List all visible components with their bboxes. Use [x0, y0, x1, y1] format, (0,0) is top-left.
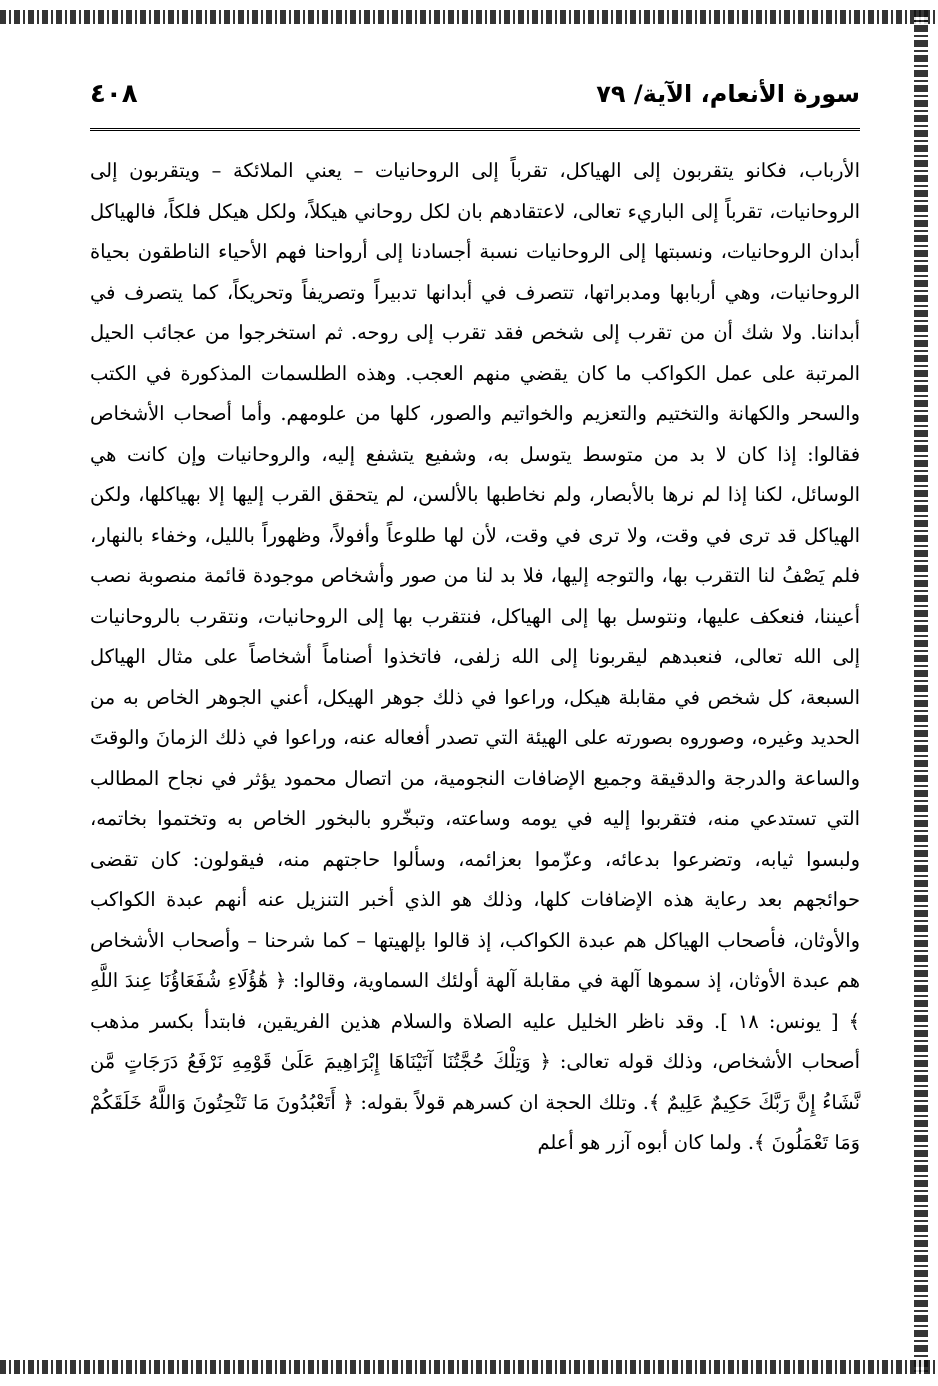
decorative-border-right [914, 10, 928, 1374]
body-text [90, 151, 860, 1164]
running-title: سورة الأنعام، الآية/ ٧٩ [596, 80, 860, 108]
book-page [90, 60, 860, 1340]
page-header [90, 60, 860, 131]
decorative-border-bottom [0, 1360, 938, 1374]
decorative-border-top [0, 10, 938, 24]
page-number: ٤٠٨ [90, 79, 138, 109]
body-paragraph: الأرباب، فكانو يتقربون إلى الهياكل، تقرباً إلى الروحانيات – يعني الملائكة – ويتقربون إلى الروحانيات، تقرباً إلى الباريء تعالى، لاعتقادهم بان لكل روحاني هيكلاً، ولكل هيكل فلكاً، فالهياكل أبدان الروحانيات، ونسبتها إلى الروحانيات نسبة أجسادنا إلى أرواحنا فهم الأحياء الناطقون بحياة الروحانيات، وهي أربابها ومدبراتها، تتصرف في أبدانها تدبيراً وتصريفاً وتحريكاً، كما يتصرف في أبداننا. ولا شك أن من تقرب إلى شخص فقد تقرب إلى روحه. ثم استخرجوا من عجائب الحيل المرتبة على عمل الكواكب ما كان يقضي منهم العجب. وهذه الطلسمات المذكورة في الكتب والسحر والكهانة والتختيم والتعزيم والخواتيم والصور، كلها من علومهم. وأما أصحاب الأشخاص فقالوا: إذا كان لا بد من متوسط يتوسل به، وشفيع يتشفع إليه، والروحانيات وإن كانت هي الوسائل، لكنا إذا لم نرها بالأبصار، ولم نخاطبها بالألسن، لم يتحقق القرب إليها إلا بهياكلها، ولكن الهياكل قد ترى في وقت، ولا ترى في وقت، لأن لها طلوعاً وأفولاً، وظهوراً بالليل، وخفاء بالنهار، فلم يَصْفُ لنا التقرب بها، والتوجه إليها، فلا بد لنا من صور وأشخاص موجودة قائمة منصوبة نصب أعيننا، فنعكف عليها، ونتوسل بها إلى الهياكل، فنتقرب بها إلى الروحانيات، ونتقرب بالروحانيات إلى الله تعالى، فنعبدهم ليقربونا إلى الله زلفى، فاتخذوا أصناماً أشخاصاً على مثال الهياكل السبعة، كل شخص في مقابلة هيكل، وراعوا في ذلك جوهر الهيكل، أعني الجوهر الخاص به من الحديد وغيره، وصوروه بصورته على الهيئة التي تصدر أفعاله عنه، وراعوا في ذلك الزمانَ والوقتَ والساعة والدرجة والدقيقة وجميع الإضافات النجومية، من اتصال محمود يؤثر في نجاح المطالب التي تستدعي منه، فتقربوا إليه في يومه وساعته، وتبخّرو بالبخور الخاص به وتختموا بخاتمه، ولبسوا ثيابه، وتضرعوا بدعائه، وعزّموا بعزائمه، وسألوا حاجتهم منه، فيقولون: كان تقضى حوائجهم بعد رعاية هذه الإضافات كلها، وذلك هو الذي أخبر التنزيل عنه أنهم عبدة الكواكب والأوثان، فأصحاب الهياكل هم عبدة الكواكب، إذ قالوا بإلهيتها – كما شرحنا – وأصحاب الأشخاص هم عبدة الأوثان، إذ سموها آلهة في مقابلة آلهة أولئك السماوية، وقالوا: ﴿ هَٰؤُلَاءِ شُفَعَاؤُنَا عِندَ اللَّهِ ﴾ [ يونس: ١٨ ]. وقد ناظر الخليل عليه الصلاة والسلام هذين الفريقين، فابتدأ بكسر مذهب أصحاب الأشخاص، وذلك قوله تعالى: ﴿ وَتِلْكَ حُجَّتُنَا آتَيْنَاهَا إِبْرَاهِيمَ عَلَىٰ قَوْمِهِ نَرْفَعُ دَرَجَاتٍ مَّن نَّشَاءُ إِنَّ رَبَّكَ حَكِيمٌ عَلِيمٌ ﴾. وتلك الحجة ان كسرهم قولاً بقوله: ﴿ أَتَعْبُدُونَ مَا تَنْحِتُونَ وَاللَّهُ خَلَقَكُمْ وَمَا تَعْمَلُونَ ﴾. ولما كان أبوه آزر هو أعلم [90, 159, 860, 1154]
